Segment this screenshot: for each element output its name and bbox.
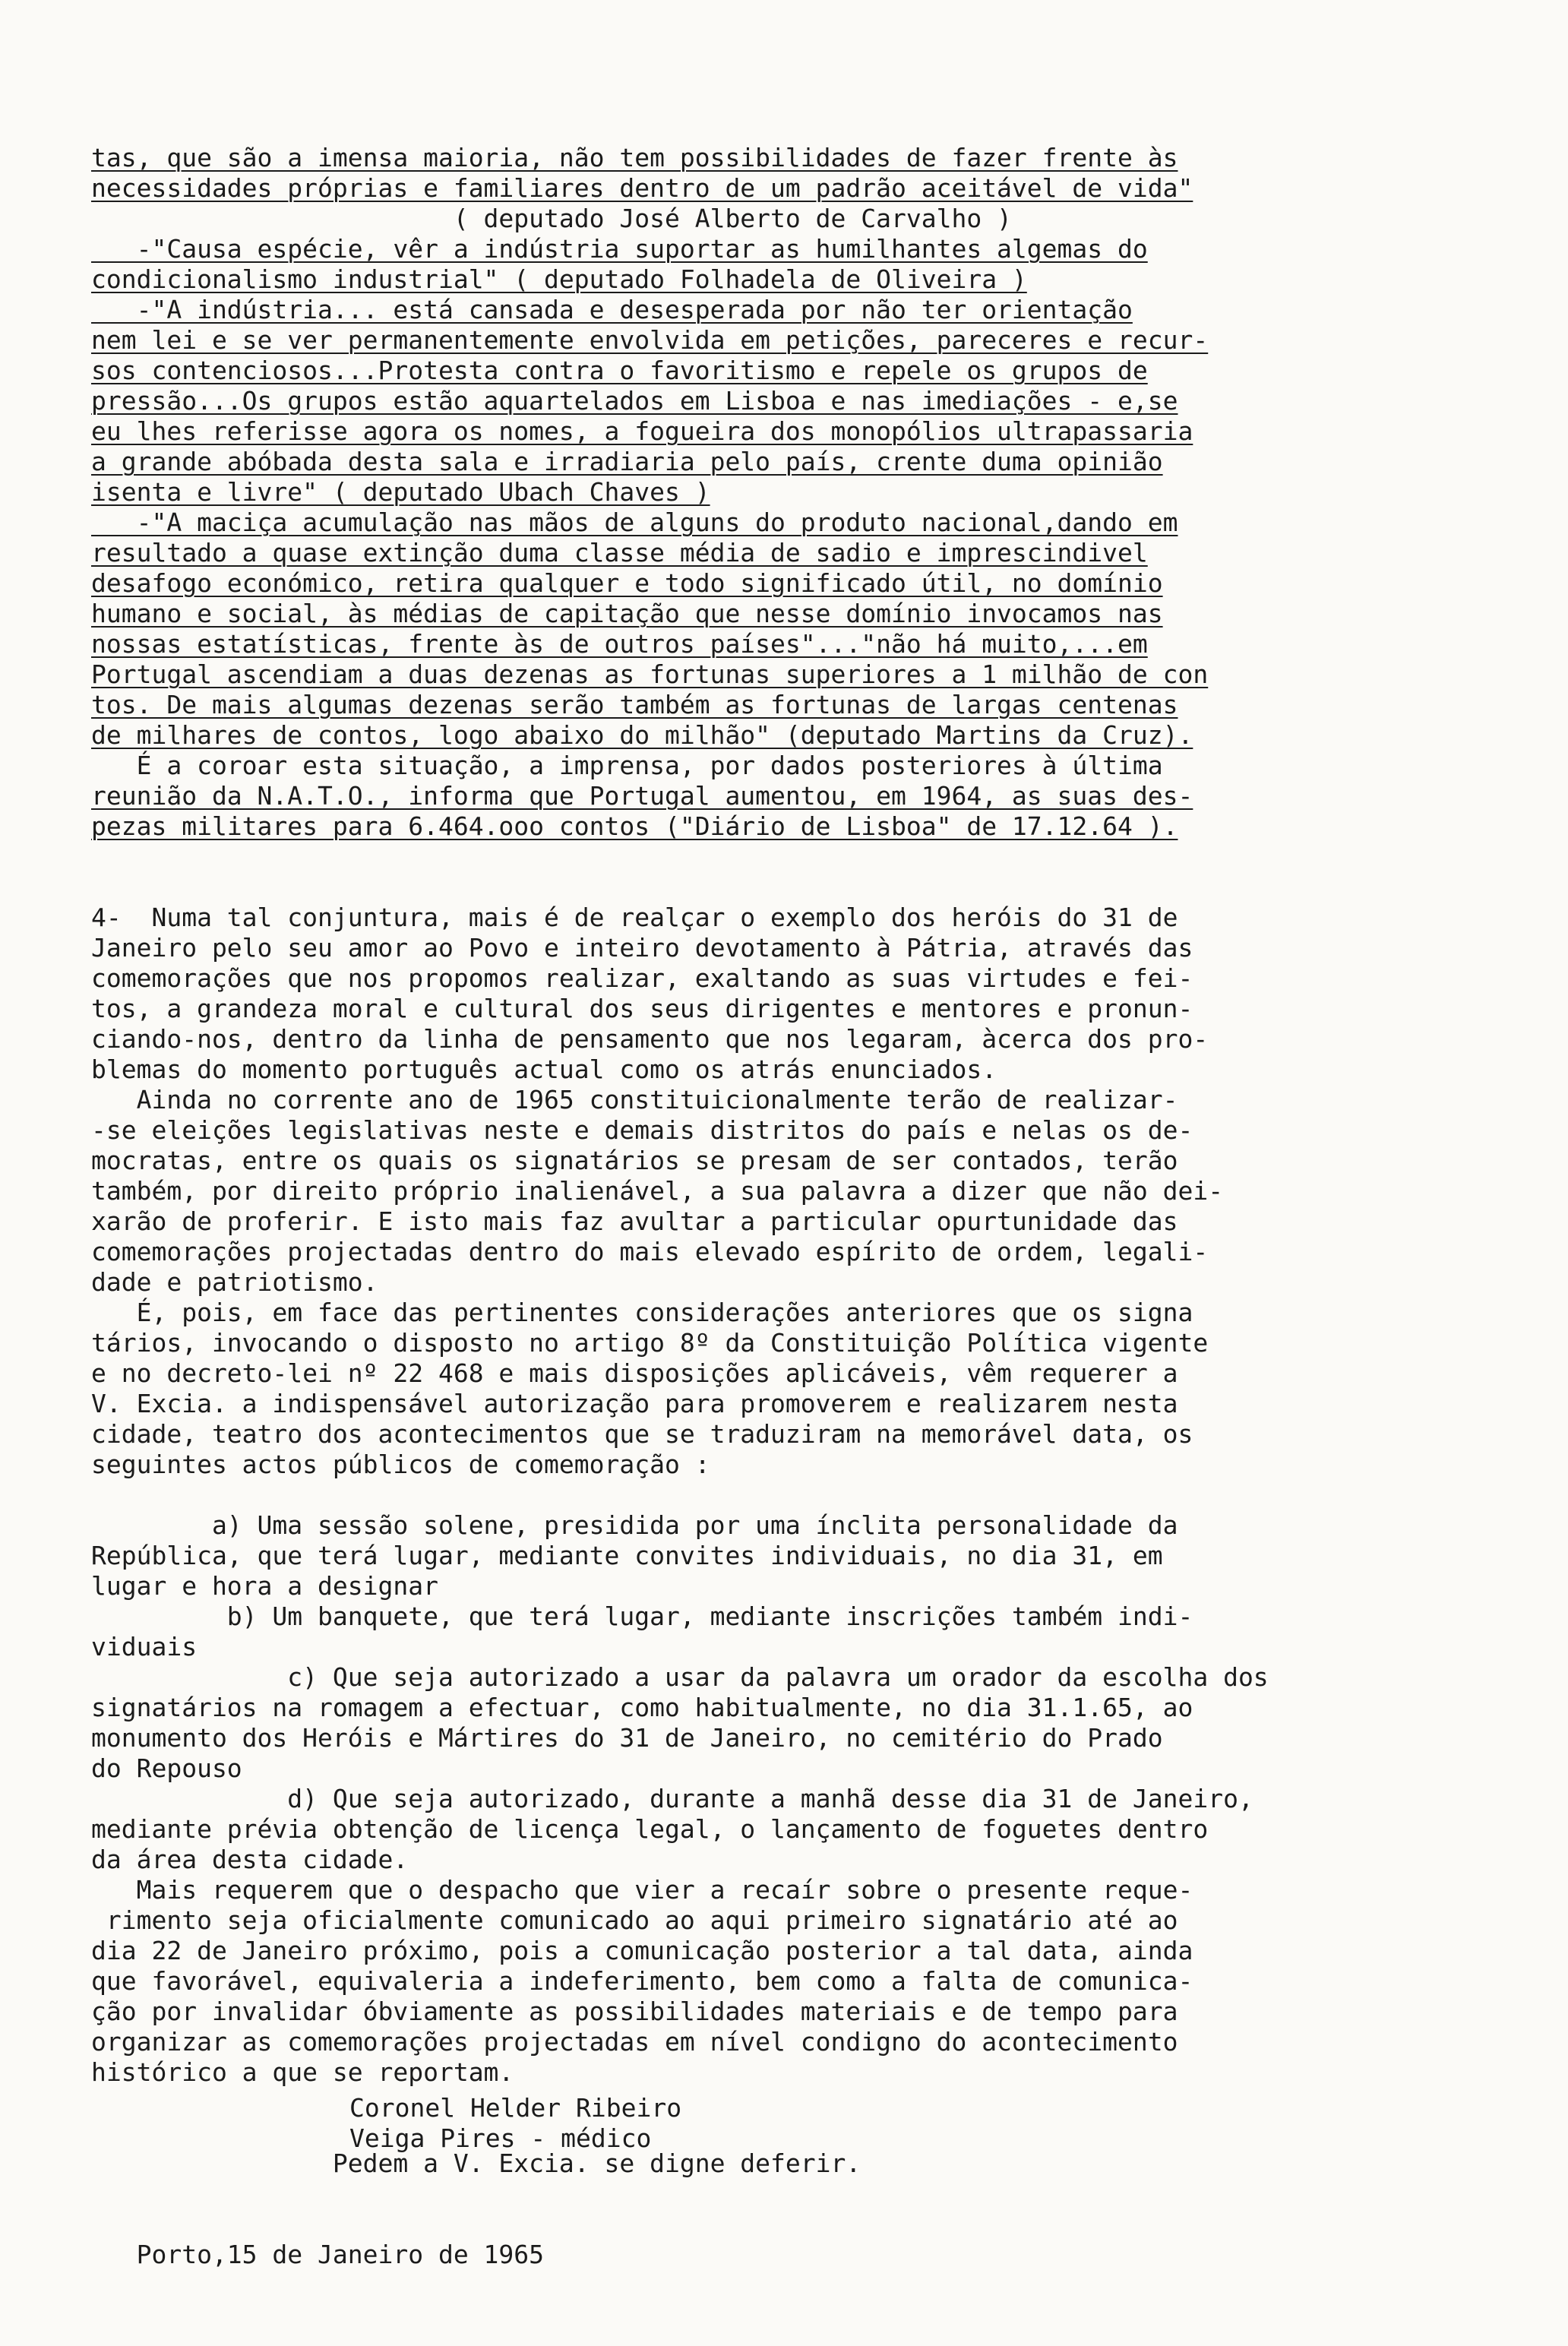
quote-line: condicionalismo industrial" ( deputado Folhadela de Oliveira ) — [91, 264, 1027, 294]
quote-line: pezas militares para 6.464.ooo contos ("Diário de Lisboa" de 17.12.64 ). — [91, 811, 1178, 841]
petition-line: do Repouso — [91, 1753, 242, 1783]
petition-line — [91, 2209, 1451, 2240]
signature-block — [349, 2093, 1033, 2154]
petition-line — [91, 2179, 1451, 2209]
petition-line: c) Que seja autorizado a usar da palavra um orador da escolha dos — [91, 1662, 1269, 1692]
petition-line: xarão de proferir. E isto mais faz avultar a particular opurtunidade das — [91, 1206, 1178, 1236]
petition-line: tos, a grandeza moral e cultural dos seus dirigentes e mentores e pronun- — [91, 994, 1193, 1023]
petition-line: dia 22 de Janeiro próximo, pois a comunicação posterior a tal data, ainda — [91, 1936, 1193, 1965]
quote-line: isenta e livre" ( deputado Ubach Chaves ) — [91, 477, 710, 507]
petition-line: a) Uma sessão solene, presidida por uma ínclita personalidade da — [91, 1510, 1178, 1540]
petition-section — [91, 903, 1451, 2270]
petition-line: histórico a que se reportam. — [91, 2057, 514, 2087]
petition-line: e no decreto-lei nº 22 468 e mais disposições aplicáveis, vêm requerer a — [91, 1358, 1178, 1388]
petition-line: Porto,15 de Janeiro de 1965 — [91, 2240, 545, 2269]
petition-line: da área desta cidade. — [91, 1845, 409, 1874]
petition-line — [91, 1480, 1451, 1510]
quote-line: necessidades próprias e familiares dentro de um padrão aceitável de vida" — [91, 173, 1193, 203]
petition-line: Janeiro pelo seu amor ao Povo e inteiro devotamento à Pátria, através das — [91, 933, 1193, 963]
signature-line: Coronel Helder Ribeiro — [349, 2093, 682, 2123]
petition-line: rimento seja oficialmente comunicado ao aqui primeiro signatário até ao — [91, 1905, 1178, 1935]
quote-line: reunião da N.A.T.O., informa que Portugal aumentou, em 1964, as suas des- — [91, 781, 1193, 811]
petition-line: Mais requerem que o despacho que vier a recaír sobre o presente reque- — [91, 1875, 1193, 1905]
quote-line: pressão...Os grupos estão aquartelados em Lisboa e nas imediações - e,se — [91, 386, 1178, 416]
petition-line: É, pois, em face das pertinentes considerações anteriores que os signa — [91, 1298, 1193, 1327]
petition-line: ciando-nos, dentro da linha de pensamento que nos legaram, àcerca dos pro- — [91, 1024, 1209, 1054]
petition-line: dade e patriotismo. — [91, 1267, 378, 1297]
petition-line: -se eleições legislativas neste e demais distritos do país e nelas os de- — [91, 1115, 1193, 1145]
petition-line: 4- Numa tal conjuntura, mais é de realçar o exemplo dos heróis do 31 de — [91, 903, 1178, 932]
petition-line: b) Um banquete, que terá lugar, mediante inscrições também indi- — [91, 1601, 1193, 1631]
petition-line: d) Que seja autorizado, durante a manhã desse dia 31 de Janeiro, — [91, 1784, 1253, 1813]
quote-line: -"A maciça acumulação nas mãos de alguns do produto nacional,dando em — [91, 507, 1178, 537]
petition-line: tários, invocando o disposto no artigo 8º da Constituição Política vigente — [91, 1328, 1209, 1358]
quote-line: -"A indústria... está cansada e desesperada por não ter orientação — [91, 295, 1133, 324]
quote-line: -"Causa espécie, vêr a indústria suportar as humilhantes algemas do — [91, 234, 1148, 264]
petition-line: Pedem a V. Excia. se digne deferir. — [91, 2148, 861, 2178]
quote-line: sos contenciosos...Protesta contra o favoritismo e repele os grupos de — [91, 356, 1148, 385]
petition-line: monumento dos Heróis e Mártires do 31 de Janeiro, no cemitério do Prado — [91, 1723, 1163, 1753]
petition-line: signatários na romagem a efectuar, como habitualmente, no dia 31.1.65, ao — [91, 1693, 1193, 1722]
petition-line: viduais — [91, 1632, 198, 1661]
petition-line: seguintes actos públicos de comemoração : — [91, 1450, 710, 1479]
document-body — [91, 143, 1451, 2270]
petition-line: V. Excia. a indispensável autorização para promoverem e realizarem nesta — [91, 1389, 1178, 1418]
signature-line: Veiga Pires - médico — [349, 2123, 652, 2153]
quote-line: nem lei e se ver permanentemente envolvida em petições, pareceres e recur- — [91, 325, 1209, 355]
section-gap — [91, 872, 1451, 903]
petition-line: mediante prévia obtenção de licença legal, o lançamento de foguetes dentro — [91, 1814, 1209, 1844]
petition-line: organizar as comemorações projectadas em nível condigno do acontecimento — [91, 2027, 1178, 2057]
petition-line: República, que terá lugar, mediante convites individuais, no dia 31, em — [91, 1541, 1163, 1570]
petition-line: cidade, teatro dos acontecimentos que se traduziram na memorável data, os — [91, 1419, 1193, 1449]
quote-line: tos. De mais algumas dezenas serão também as fortunas de largas centenas — [91, 690, 1178, 719]
quote-line: eu lhes referisse agora os nomes, a fogueira dos monopólios ultrapassaria — [91, 416, 1193, 446]
petition-line: mocratas, entre os quais os signatários se presam de ser contados, terão — [91, 1146, 1178, 1175]
petition-line: blemas do momento português actual como os atrás enunciados. — [91, 1054, 997, 1084]
petition-line: lugar e hora a designar — [91, 1571, 438, 1601]
quote-line: Portugal ascendiam a duas dezenas as fortunas superiores a 1 milhão de con — [91, 659, 1209, 689]
petition-line: Ainda no corrente ano de 1965 constituicionalmente terão de realizar- — [91, 1085, 1178, 1115]
petition-line: comemorações projectadas dentro do mais elevado espírito de ordem, legali- — [91, 1237, 1209, 1266]
quote-line: nossas estatísticas, frente às de outros países"..."não há muito,...em — [91, 629, 1148, 659]
quotes-section — [91, 143, 1451, 842]
petition-line: também, por direito próprio inalienável, a sua palavra a dizer que não dei- — [91, 1176, 1224, 1206]
quote-line: a grande abóbada desta sala e irradiaria pelo país, crente duma opinião — [91, 447, 1163, 476]
petition-line: comemorações que nos propomos realizar, exaltando as suas virtudes e fei- — [91, 963, 1193, 993]
quote-line: resultado a quase extinção duma classe média de sadio e imprescindivel — [91, 538, 1148, 568]
section-gap — [91, 842, 1451, 872]
petition-line: ção por invalidar óbviamente as possibilidades materiais e de tempo para — [91, 1997, 1178, 2026]
quote-line: ( deputado José Alberto de Carvalho ) — [91, 204, 1012, 233]
quote-line: humano e social, às médias de capitação que nesse domínio invocamos nas — [91, 599, 1163, 628]
petition-line: que favorável, equivaleria a indeferimento, bem como a falta de comunica- — [91, 1966, 1193, 1996]
quote-line: desafogo económico, retira qualquer e todo significado útil, no domínio — [91, 568, 1163, 598]
quote-line: tas, que são a imensa maioria, não tem possibilidades de fazer frente às — [91, 143, 1178, 172]
quote-line: É a coroar esta situação, a imprensa, por dados posteriores à última — [91, 751, 1163, 780]
quote-line: de milhares de contos, logo abaixo do milhão" (deputado Martins da Cruz). — [91, 720, 1193, 750]
